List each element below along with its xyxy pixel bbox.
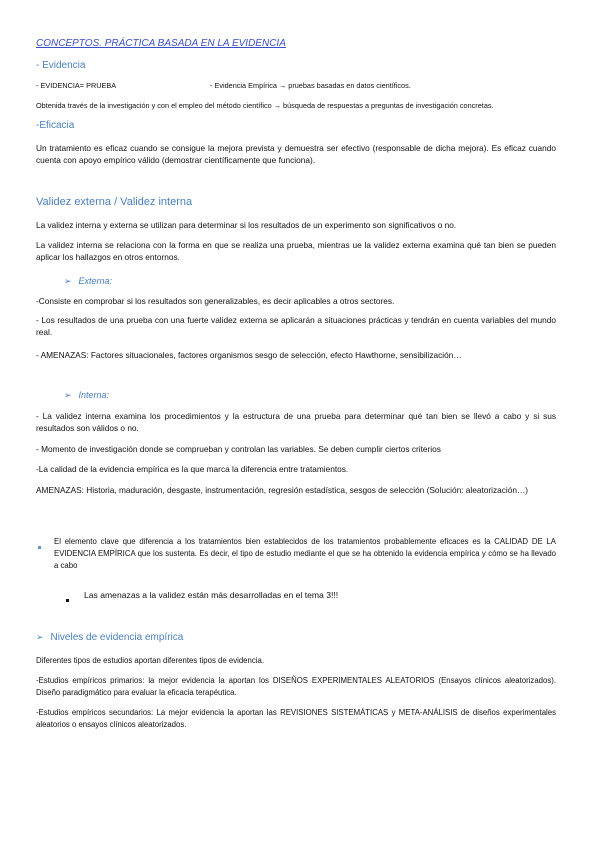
externa-subheading: ➢ Externa: <box>64 276 112 286</box>
interna-item-3: -La calidad de la evidencia empírica es la que marca la diferencia entre tratamientos. <box>36 464 349 474</box>
eficacia-paragraph: Un tratamiento es eficaz cuando se consigue la mejora prevista y demuestra ser efectivo (responsable de dicha mejora). Es eficaz cuando cuenta con apoyo empírico válido (demostrar científicamente que funciona). <box>36 143 556 165</box>
interna-subheading: ➢ Interna: <box>64 390 109 400</box>
evidencia-line: Obtenida través de la investigación y con el empleo del método científico → búsqueda de respuestas a preguntas de investigación concretas. <box>36 101 494 110</box>
niveles-paragraph-2: -Estudios empíricos primarios: la mejor evidencia la aportan los DISEÑOS EXPERIMENTALES ALEATORIOS (Ensayos clínicos aleatorizados). Diseño paradigmático para evaluar la eficacia terapéutica. <box>36 676 556 697</box>
externa-item-1: -Consiste en comprobar si los resultados son generalizables, es decir aplicables a otros sectores. <box>36 296 395 306</box>
page-title: CONCEPTOS. PRÁCTICA BASADA EN LA EVIDENCIA <box>36 38 286 49</box>
arrow-icon: ➢ <box>36 632 44 642</box>
bullet-icon <box>66 593 69 605</box>
externa-item-2: - Los resultados de una prueba con una fuerte validez externa se aplicarán a situaciones prácticas y tendrán en cuenta variables del mundo real. <box>36 315 556 337</box>
evidencia-right: - Evidencia Empírica → pruebas basadas en datos científicos. <box>210 81 411 90</box>
niveles-heading: ➢ Niveles de evidencia empírica <box>36 632 184 643</box>
key-point-paragraph: El elemento clave que diferencia a los tratamientos bien establecidos de los tratamientos probablemente eficaces es la CALIDAD DE LA EVIDENCIA EMPÍRICA que los sustenta. Es decir, el tipo de estudio mediante el que se ha obtenido la evidencia empírica y cómo se ha llevado a cabo <box>54 537 556 570</box>
interna-item-2: - Momento de investigación donde se comprueban y controlan las variables. Se deben cumplir ciertos criterios <box>36 444 441 454</box>
bullet-icon <box>38 540 41 552</box>
externa-item-3: - AMENAZAS: Factores situacionales, factores organismos sesgo de selección, efecto Hawthorne, sensibilización… <box>36 350 462 360</box>
section-heading-evidencia: - Evidencia <box>36 60 86 71</box>
evidencia-left: - EVIDENCIA= PRUEBA <box>36 81 117 90</box>
interna-item-1: - La validez interna examina los procedimientos y la estructura de una prueba para determinar qué tan bien se llevó a cabo y si sus resultados son válidos o no. <box>36 411 556 433</box>
niveles-paragraph-1: Diferentes tipos de estudios aportan diferentes tipos de evidencia. <box>36 656 264 665</box>
arrow-icon: ➢ <box>64 390 72 400</box>
section-heading-eficacia: -Eficacia <box>36 120 75 131</box>
validez-paragraph-1: La validez interna y externa se utilizan para determinar si los resultados de un experimento son significativos o no. <box>36 220 457 230</box>
section-heading-validez: Validez externa / Validez interna <box>36 196 193 208</box>
note-text: Las amenazas a la validez están más desarrolladas en el tema 3!!! <box>84 590 339 600</box>
validez-paragraph-2: La validez interna se relaciona con la forma en que se realiza una prueba, mientras ue la validez externa examina qué tan bien se pueden aplicar los hallazgos en otros entornos. <box>36 240 556 262</box>
interna-item-4: AMENAZAS: Historia, maduración, desgaste, instrumentación, regresión estadística, sesgos de selección (Solución: aleatorización…) <box>36 485 529 495</box>
arrow-icon: ➢ <box>64 276 72 286</box>
niveles-paragraph-3: -Estudios empíricos secundarios: La mejor evidencia la aportan las REVISIONES SISTEMÁTICAS y META-ANÁLISIS de diseños experimentales aleatorios o ensayos clínicos aleatorizados. <box>36 708 556 729</box>
